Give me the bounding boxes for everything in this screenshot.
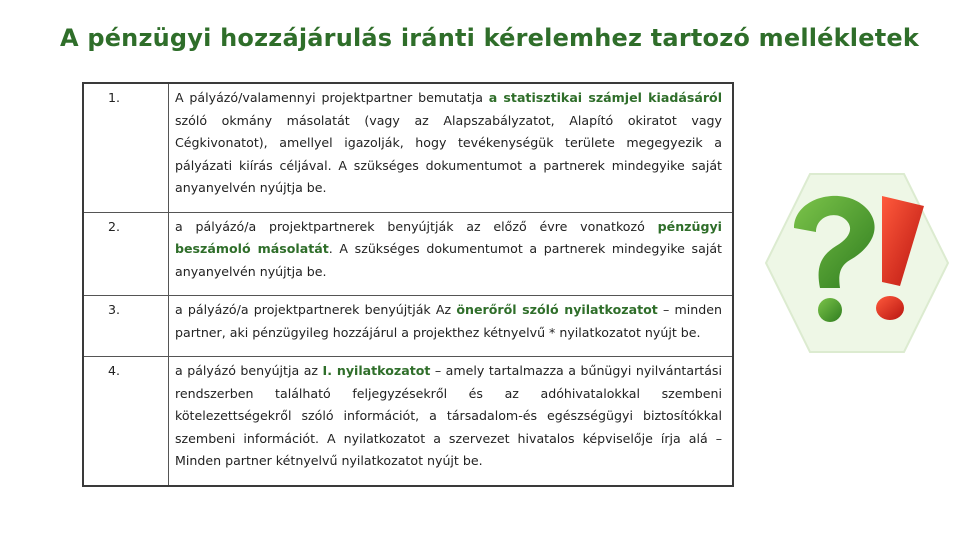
page-title: A pénzügyi hozzájárulás iránti kérelemhez tartozó mellékletek bbox=[60, 24, 920, 52]
body-text: – amely tartalmazza a bűnügyi nyilvántartási rendszerben található feljegyzésekről és az adóhivatalokkal szembeni kötelezettségekről szóló információt, a társadalom-és egészségügyi biztosítókkal szembeni információt. A nyilatkozatot a szervezet hivatalos képviselője írja alá – Minden partner kétnyelvű nyilatkozatot nyújt be. bbox=[175, 363, 722, 468]
highlighted-text: I. nyilatkozatot bbox=[322, 363, 431, 378]
attachments-table-body bbox=[83, 83, 733, 486]
row-number: 4. bbox=[83, 357, 169, 486]
highlighted-text: pénzügyi beszámoló másolatát bbox=[175, 218, 722, 256]
body-text: szóló okmány másolatát (vagy az Alapszabályzatot, Alapító okiratot vagy Cégkivonatot), amellyel igazolják, hogy tevékenységük területe megegyezik a pályázati kiírás céljával. A szükséges dokumentumot a partnerek mindegyike saját anyanyelvén nyújtja be. bbox=[175, 112, 722, 195]
body-text: – minden partner, aki pénzügyileg hozzájárul a projekthez kétnyelvű * nyilatkozatot nyújt be. bbox=[175, 302, 722, 340]
body-text: a pályázó/a projektpartnerek benyújtják Az bbox=[175, 302, 457, 317]
question-exclamation-icon bbox=[764, 170, 950, 356]
highlighted-text: a statisztikai számjel kiadásáról bbox=[488, 90, 723, 105]
row-description bbox=[169, 212, 734, 296]
body-text: a pályázó benyújtja az bbox=[175, 363, 323, 378]
row-description bbox=[169, 83, 734, 212]
table-row bbox=[83, 212, 733, 296]
highlighted-text: önerőről szóló nyilatkozatot bbox=[456, 302, 658, 317]
row-number: 1. bbox=[83, 83, 169, 212]
body-text: . A szükséges dokumentumot a partnerek mindegyike saját anyanyelvén nyújtja be. bbox=[175, 241, 722, 279]
body-text: a pályázó/a projektpartnerek benyújtják az előző évre vonatkozó bbox=[175, 218, 658, 234]
attachments-table bbox=[82, 82, 734, 487]
table-row bbox=[83, 83, 733, 212]
table-row bbox=[83, 357, 733, 486]
row-number: 2. bbox=[83, 212, 169, 296]
row-number: 3. bbox=[83, 296, 169, 357]
table-row bbox=[83, 296, 733, 357]
row-description bbox=[169, 357, 734, 486]
row-description bbox=[169, 296, 734, 357]
body-text: A pályázó/valamennyi projektpartner bemutatja bbox=[175, 90, 489, 105]
